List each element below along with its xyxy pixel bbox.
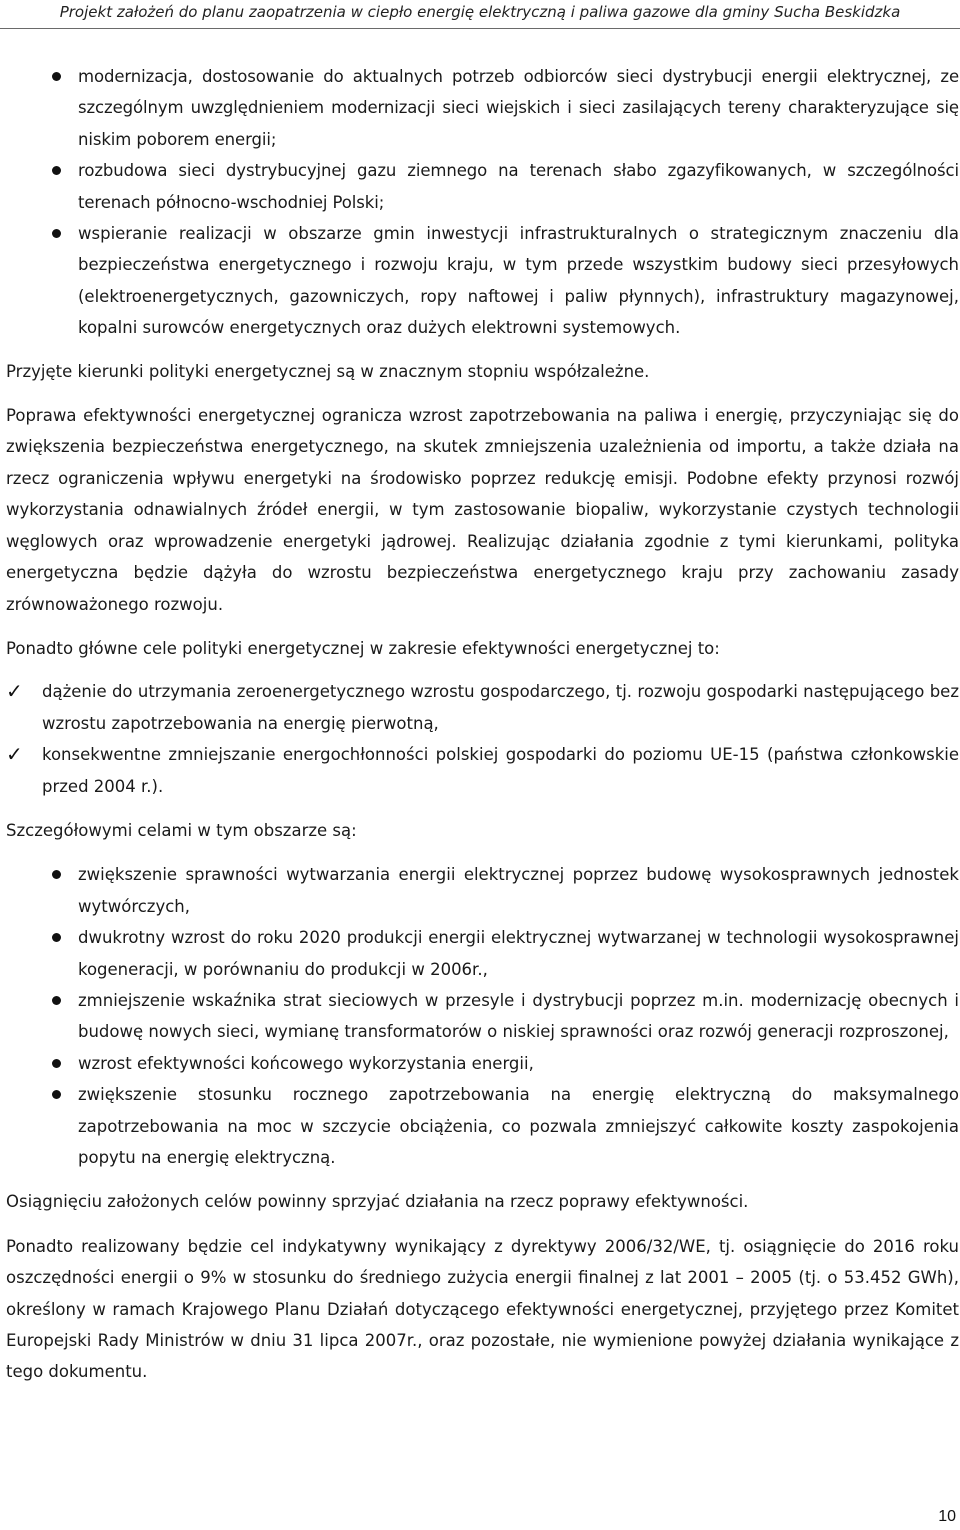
- bullet-icon: [52, 229, 61, 238]
- paragraph-achievement: Osiągnięciu założonych celów powinny sprzyjać działania na rzecz poprawy efektywności.: [6, 1192, 749, 1212]
- list-item-text: zwiększenie sprawności wytwarzania energii elektrycznej poprzez budowę wysokosprawnych jednostek wytwórczych,: [78, 865, 959, 916]
- list-item: [6, 218, 959, 344]
- paragraph-goals-intro: Ponadto główne cele polityki energetycznej w zakresie efektywności energetycznej to:: [6, 638, 720, 658]
- list-item-text: zwiększenie stosunku rocznego zapotrzebowania na energię elektryczną do maksymalnego zapotrzebowania na moc w szczycie obciążenia, co pozwala zmniejszyć całkowite koszty zaspokojenia popytu na energię elektryczną.: [78, 1085, 959, 1167]
- list-item: [6, 922, 959, 985]
- list-item-text: modernizacja, dostosowanie do aktualnych potrzeb odbiorców sieci dystrybucji energii elektrycznej, ze szczególnym uwzględnieniem modernizacji sieci wiejskich i sieci zasilających tereny charakteryzujące się niskim poborem energii;: [78, 67, 959, 149]
- bullet-icon: [52, 996, 61, 1005]
- paragraph-directions: Przyjęte kierunki polityki energetycznej są w znacznym stopniu współzależne.: [6, 361, 650, 381]
- bullet-icon: [52, 870, 61, 879]
- list-item-text: zmniejszenie wskaźnika strat sieciowych w przesyle i dystrybucji poprzez m.in. modernizację obecnych i budowę nowych sieci, wymianę transformatorów o niskiej sprawności oraz rozwój generacji rozproszonej,: [78, 990, 959, 1042]
- paragraph-efficiency: Poprawa efektywności energetycznej ogranicza wzrost zapotrzebowania na paliwa i energię, przyczyniając się do zwiększenia bezpieczeństwa energetycznego, na skutek zmniejszenia uzależnienia od importu, a także działa na rzecz ograniczenia wpływu energetyki na środowisko poprzez redukcję emisji. Podobne efekty przynosi rozwój wykorzystania odnawialnych źródeł energii, w tym zastosowanie biopaliw, wykorzystanie czystych technologii węglowych oraz wprowadzenie energetyki jądrowej. Realizując działania zgodnie z tymi kierunkami, polityka energetyczna będzie dążyła do wzrostu bezpieczeństwa energetycznego kraju przy zachowaniu zasady zrównoważonego rozwoju.: [6, 406, 959, 614]
- list-item-text: dążenie do utrzymania zeroenergetycznego wzrostu gospodarczego, tj. rozwoju gospodarki następującego bez wzrostu zapotrzebowania na energię pierwotną,: [42, 682, 959, 733]
- checkmark-icon: ✓: [6, 679, 23, 704]
- page-number: 10: [938, 1508, 956, 1525]
- bullet-icon: [52, 1090, 61, 1099]
- list-item: [6, 1048, 959, 1079]
- list-item: [6, 859, 959, 922]
- list-item-text: wspieranie realizacji w obszarze gmin inwestycji infrastrukturalnych o strategicznym znaczeniu dla bezpieczeństwa energetycznego i rozwoju kraju, w tym przede wszystkim budowy sieci przesyłowych (elektroenergetycznych, gazowniczych, ropy naftowej i paliw płynnych), infrastruktury magazynowej, kopalni surowców energetycznych oraz dużych elektrowni systemowych.: [78, 224, 959, 338]
- bullet-icon: [52, 72, 61, 81]
- detail-bullet-list: [6, 859, 959, 1173]
- list-item-text: dwukrotny wzrost do roku 2020 produkcji energii elektrycznej wytwarzanej w technologii wysokosprawnej kogeneracji, w porównaniu do produkcji w 2006r.,: [78, 928, 959, 979]
- check-list: [6, 676, 959, 802]
- list-item-text: rozbudowa sieci dystrybucyjnej gazu ziemnego na terenach słabo zgazyfikowanych, w szczególności terenach północno-wschodniej Polski;: [78, 161, 959, 212]
- list-item-text: wzrost efektywności końcowego wykorzystania energii,: [78, 1053, 534, 1073]
- list-item: [6, 985, 959, 1048]
- bullet-icon: [52, 1059, 61, 1068]
- paragraph-directive: Ponadto realizowany będzie cel indykatywny wynikający z dyrektywy 2006/32/WE, tj. osiągnięcie do 2016 roku oszczędności energii o 9% w stosunku do średniego zużycia energii finalnej z lat 2001 – 2005 (tj. o 53.452 GWh), określony w ramach Krajowego Planu Działań dotyczącego efektywności energetycznej, przyjętego przez Komitet Europejski Rady Ministrów w dniu 31 lipca 2007r., oraz pozostałe, nie wymienione powyżej działania wynikające z tego dokumentu.: [6, 1236, 959, 1382]
- list-item: [6, 739, 959, 802]
- list-item-text: konsekwentne zmniejszanie energochłonności polskiej gospodarki do poziomu UE-15 (państwa członkowskie przed 2004 r.).: [42, 745, 959, 796]
- page-header-title: Projekt założeń do planu zaopatrzenia w ciepło energię elektryczną i paliwa gazowe dla gminy Sucha Beskidzka: [59, 3, 901, 21]
- header-divider: [0, 28, 960, 29]
- list-item: [6, 1079, 959, 1173]
- list-item: [6, 155, 959, 218]
- paragraph-detailed-intro: Szczegółowymi celami w tym obszarze są:: [6, 820, 357, 840]
- list-item: [6, 676, 959, 739]
- list-item: [6, 61, 959, 155]
- page-body: [6, 61, 959, 1388]
- bullet-icon: [52, 933, 61, 942]
- bullet-icon: [52, 166, 61, 175]
- checkmark-icon: ✓: [6, 742, 23, 767]
- top-bullet-list: [6, 61, 959, 344]
